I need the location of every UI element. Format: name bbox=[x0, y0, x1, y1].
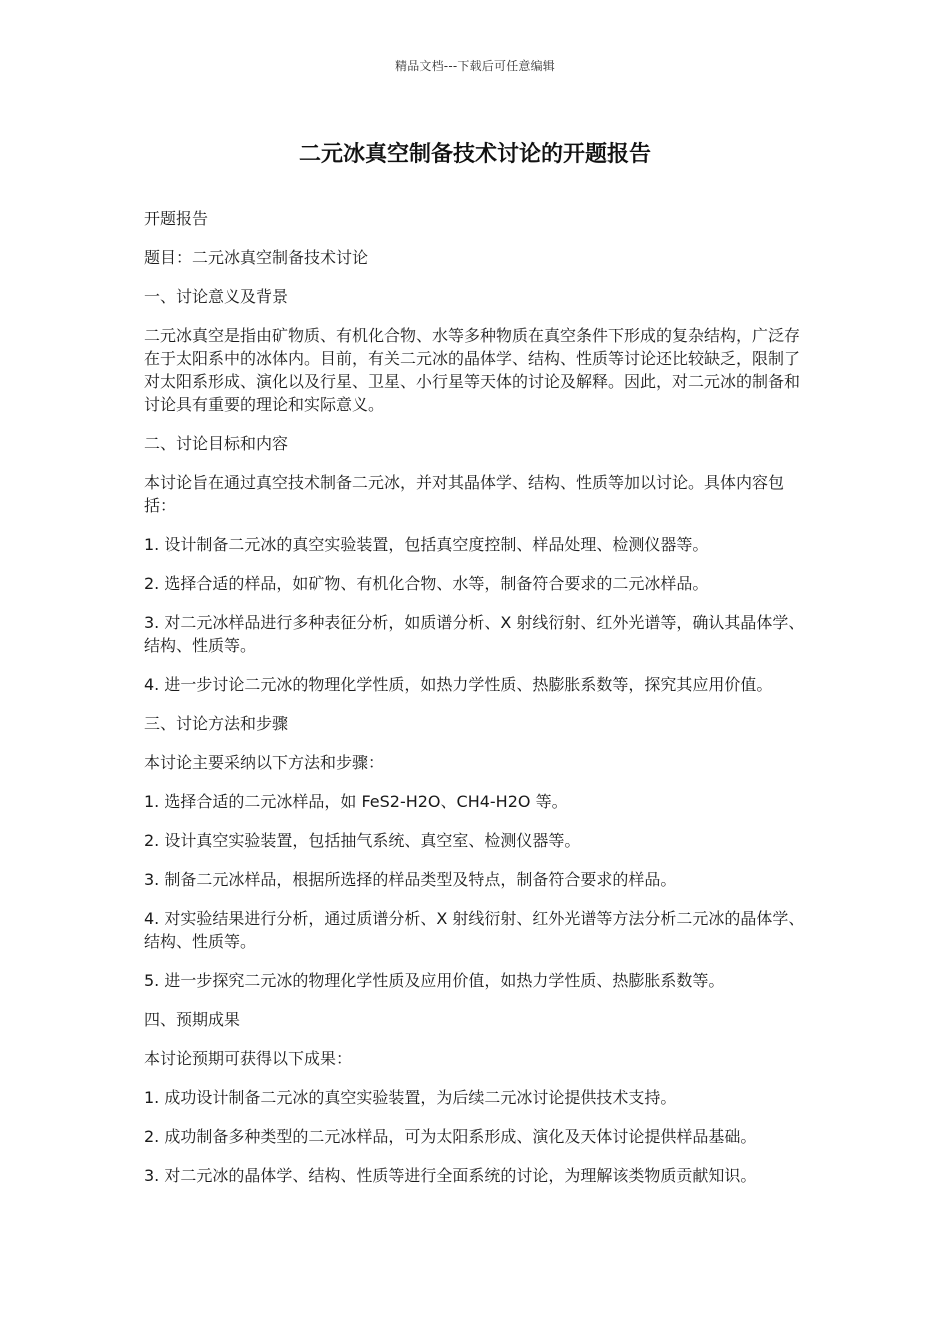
paragraph-results-intro: 本讨论预期可获得以下成果： bbox=[144, 1049, 353, 1068]
list-item: 4. 对实验结果进行分析，通过质谱分析、X 射线衍射、红外光谱等方法分析二元冰的晶体学、结构、性质等。 bbox=[144, 909, 805, 951]
paragraph-goals-intro: 本讨论旨在通过真空技术制备二元冰，并对其晶体学、结构、性质等加以讨论。具体内容包括： bbox=[144, 473, 785, 515]
document-title: 二元冰真空制备技术讨论的开题报告 bbox=[298, 142, 651, 167]
list-item: 3. 对二元冰样品进行多种表征分析，如质谱分析、X 射线衍射、红外光谱等，确认其晶体学、结构、性质等。 bbox=[144, 613, 805, 655]
paragraph-report-label: 开题报告 bbox=[144, 209, 209, 228]
list-item: 1. 成功设计制备二元冰的真空实验装置，为后续二元冰讨论提供技术支持。 bbox=[144, 1088, 677, 1107]
list-item: 2. 成功制备多种类型的二元冰样品，可为太阳系形成、演化及天体讨论提供样品基础。 bbox=[144, 1127, 757, 1146]
paragraph-methods-intro: 本讨论主要采纳以下方法和步骤： bbox=[144, 753, 385, 772]
list-item: 5. 进一步探究二元冰的物理化学性质及应用价值，如热力学性质、热膨胀系数等。 bbox=[144, 971, 725, 990]
paragraph-background: 二元冰真空是指由矿物质、有机化合物、水等多种物质在真空条件下形成的复杂结构，广泛存在于太阳系中的冰体内。目前，有关二元冰的晶体学、结构、性质等讨论还比较缺乏，限制了对太阳系形成、演化以及行星、卫星、小行星等天体的讨论及解释。因此，对二元冰的制备和讨论具有重要的理论和实际意义。 bbox=[144, 326, 801, 414]
document-body bbox=[144, 207, 814, 1203]
section-heading-4: 四、预期成果 bbox=[144, 1010, 241, 1029]
list-item: 2. 选择合适的样品，如矿物、有机化合物、水等，制备符合要求的二元冰样品。 bbox=[144, 574, 709, 593]
list-item: 1. 设计制备二元冰的真空实验装置，包括真空度控制、样品处理、检测仪器等。 bbox=[144, 535, 709, 554]
section-heading-1: 一、讨论意义及背景 bbox=[144, 287, 289, 306]
list-item: 3. 制备二元冰样品，根据所选择的样品类型及特点，制备符合要求的样品。 bbox=[144, 870, 677, 889]
section-heading-3: 三、讨论方法和步骤 bbox=[144, 714, 289, 733]
header-note: 精品文档---下载后可任意编辑 bbox=[395, 59, 555, 73]
section-heading-2: 二、讨论目标和内容 bbox=[144, 434, 289, 453]
list-item: 1. 选择合适的二元冰样品，如 FeS2-H2O、CH4-H2O 等。 bbox=[144, 792, 568, 811]
list-item: 2. 设计真空实验装置，包括抽气系统、真空室、检测仪器等。 bbox=[144, 831, 581, 850]
list-item: 3. 对二元冰的晶体学、结构、性质等进行全面系统的讨论，为理解该类物质贡献知识。 bbox=[144, 1166, 757, 1185]
paragraph-topic: 题目：二元冰真空制备技术讨论 bbox=[144, 248, 369, 267]
list-item: 4. 进一步讨论二元冰的物理化学性质，如热力学性质、热膨胀系数等，探究其应用价值。 bbox=[144, 675, 773, 694]
